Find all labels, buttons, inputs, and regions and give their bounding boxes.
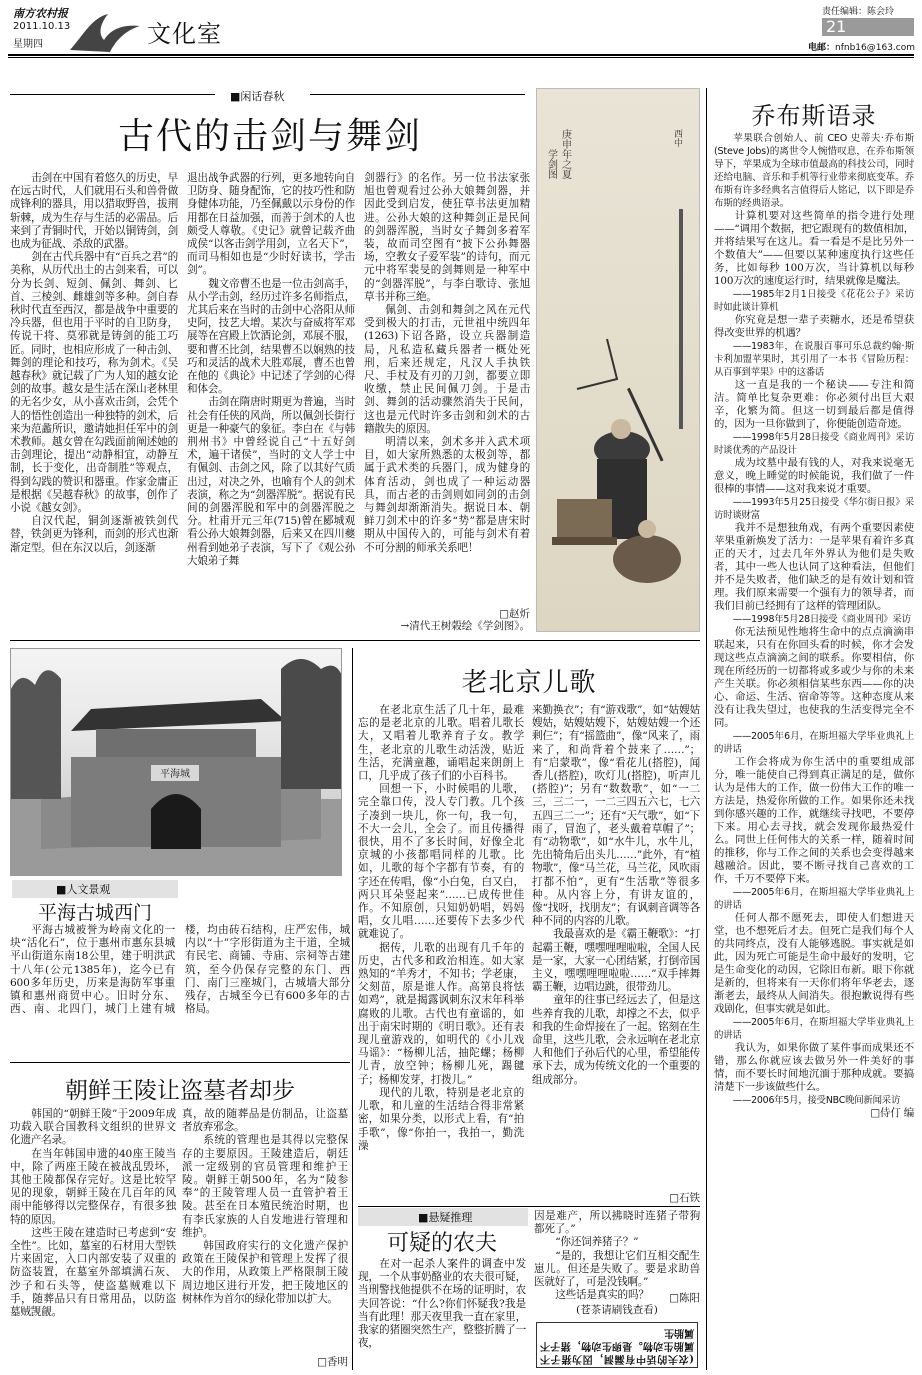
sword-para: 退出战争武器的行列，更多地转向自卫防身、随身配饰，它的技巧性和防身健体功能，乃至佩戴以示身份的作用都在日益加强，而善于剑术的人也颇受人尊敬。《史记》就曾记载齐曲成侯“以客击剑学用剑，立名天下”，而司马相如也是“少时好读书，学击剑”。 bbox=[187, 172, 355, 277]
songs-author: □石铁 bbox=[669, 1192, 700, 1204]
svg-text:学剑图: 学剑图 bbox=[545, 149, 557, 179]
sword-para: 魏文帝曹丕也是一位击剑高手，从小学击剑，经历过许多名师指点，尤其后来在当时的击剑中心洛阳从师史阿，技艺大增。某次与奋威将军邓展等在宫殿上饮酒论剑，邓展不服，要和曹丕比剑，结果曹丕以娴熟的技巧和灵活的战术大胜邓展，曹丕也曾在他的《典论》中记述了学剑的心得和体会。 bbox=[187, 277, 355, 396]
sword-col-1 bbox=[10, 172, 178, 632]
email-label: 电邮： bbox=[808, 43, 836, 53]
jobs-quote: 工作会将成为你生活中的重要组成部分，唯一能使自己得到真正满足的是，做你认为是伟大的工作，做一份伟大工作的唯一方法是，热爱你所做的工作。如果你还未找到你感兴趣的工作，就继续寻找吧，不要停下来。用心去寻找，就会发现你最热爱什么。同世上任何伟大的关系一样，随着时间的推移，你与工作之间的关系也会变得越来越融洽。因此，要不断寻找自己喜欢的工作，千万不要停下来。 bbox=[714, 756, 914, 885]
jobs-source: ——1985年2月1日接受《花花公子》采访时如此谈计算机 bbox=[714, 289, 914, 313]
korea-para: 真，故的随葬品是仿制品，让盗墓者放弃邪念。 bbox=[182, 1108, 348, 1134]
jobs-quote: 任何人都不愿死去，即使人们想进天堂，也不想死后才去。但死亡是我们每个人的共同终点，没有人能够逃脱。事实就是如此，因为死亡可能是生命中最好的发明，它是生命变化的动因，它除旧布新。眼下你就是新的，但将来有一天你们将年华老去，逐渐老去，最终从人间消失。很抱歉说得有些戏剧化，但事实就是如此。 bbox=[714, 912, 914, 1015]
korea-para: 韩国政府实行的文化遗产保护政策在王陵保护和管理上发挥了很大的作用，从政策上严格限制王陵周边地区进行开发，把王陵地区的树林作为首尔的绿化带加以扩大。 bbox=[182, 1240, 348, 1305]
sword-author: □赵炘 bbox=[499, 608, 530, 620]
farmer-author: □陈阳 bbox=[669, 1292, 700, 1304]
city-gate-photo bbox=[10, 648, 342, 876]
paper-name: 南方农村报 bbox=[13, 7, 68, 20]
sword-tag-rule-right bbox=[310, 94, 525, 95]
gate-plaque: 平海城 bbox=[160, 769, 190, 780]
bird-logo-icon bbox=[64, 4, 144, 54]
svg-text:西中: 西中 bbox=[672, 129, 682, 147]
jobs-source: ——1993年5月25日接受《华尔街日报》采访时谈财富 bbox=[714, 497, 914, 521]
sword-tag-rule-left bbox=[10, 94, 215, 95]
jobs-quote: 我认为，如果你做了某件事而成果还不错，那么你就应该去做另外一件美好的事情，而不要长时间地沉湎于那种成就。要搞清楚下一步该做些什么。 bbox=[714, 1042, 914, 1093]
jobs-quote: 这一直是我的一个秘诀——专注和简洁。简单比复杂更难：你必须付出巨大艰辛，化繁为简。但这一切到最后都是值得的，因为一旦你做到了，你便能创造奇迹。 bbox=[714, 379, 914, 430]
songs-divider bbox=[352, 648, 353, 1370]
farmer-para: “是的，我想让它们互相交配生崽儿。但还是失败了。要是求助兽医就好了，可是没钱啊。” bbox=[534, 1249, 700, 1289]
farmer-title: 可疑的农夫 bbox=[386, 1231, 497, 1256]
songs-col-2 bbox=[532, 704, 700, 1190]
jobs-title: 乔布斯语录 bbox=[751, 102, 877, 130]
sword-col-3 bbox=[364, 172, 530, 604]
jobs-intro: 苹果联合创始人、前 CEO 史蒂夫·乔布斯(Steve Jobs)的离世令人惋惜叹息，在乔布斯领导下，苹果成为全球市值最高的科技公司，同时还给电脑、音乐和手机等行业带来彻底变革。乔布斯有许多经典名言值得后人铭记，以下即是乔布斯的经典语录。 bbox=[714, 133, 914, 209]
city-tag: ■人文景观 bbox=[12, 880, 178, 898]
jobs-quote: 你究竟是想一辈子卖糖水，还是希望获得改变世界的机遇？ bbox=[714, 314, 914, 339]
farmer-credit: (苍茶请刷钱查看) bbox=[576, 1304, 658, 1316]
korea-para: 在当年韩国申遗的40座王陵当中，除了两座王陵在被战乱毁坏，其他王陵都保存完好。这是比较罕见的现象，朝鲜王陵在几百年的风雨中能够得以完整保存，有很多独特的原因。 bbox=[10, 1147, 176, 1226]
masthead-rule-2 bbox=[8, 57, 914, 58]
songs-para: 我最喜欢的是《霸王鞭歌》：“打起霸王鞭，嘿嘿哩哩啦啦，全国人民是一家，大家一心团结紧，打倒帝国主义，嘿嘿哩哩啦啦……”双手摔舞霸王鞭，边唱边跳，很带劲儿。 bbox=[532, 928, 700, 994]
jobs-source: ——2005年6月，在斯坦福大学毕业典礼上的讲话 bbox=[714, 887, 914, 911]
farmer-para: 因是难产，所以拂晓时连猪子带狗都死了。” bbox=[534, 1210, 700, 1236]
farmer-answer-box bbox=[536, 1322, 698, 1368]
email-address[interactable]: nfnb16@163.com bbox=[835, 43, 916, 53]
city-body bbox=[10, 924, 350, 1060]
sword-para: 击剑在中国有着悠久的历史，早在远古时代，人们就用石头和兽骨做成锋利的器具，用以猎取野兽，拔荆斩棘，成为生存与生活的必需品。后来到了青铜时代，开始以铜铸剑，剑也成为征战、杀敌的武器。 bbox=[10, 172, 178, 251]
column-divider bbox=[706, 88, 707, 1370]
korea-col-2 bbox=[182, 1108, 348, 1354]
korea-title: 朝鲜王陵让盗墓者却步 bbox=[65, 1078, 295, 1104]
sword-title: 古代的击剑与舞剑 bbox=[117, 116, 422, 157]
korea-para: 系统的管理也是其得以完整保存的主要原因。王陵建造后，朝廷派一定级别的官员管理和维护王陵。朝鲜王朝500年，名为“陵参奉”的王陵管理人员一直管护着王陵。甚至在日本殖民统治时期，也有李氏家族的人自发地进行管理和维护。 bbox=[182, 1134, 348, 1239]
issue-weekday: 星期四 bbox=[13, 39, 43, 50]
farmer-answer: (农夫的话中有漏洞，因为猪子不属胎生动物。是卵生动物，猪子不属胎生 bbox=[540, 1327, 694, 1364]
painting-figures bbox=[537, 89, 700, 632]
city-gate-drawing bbox=[11, 649, 342, 876]
sword-tag: ■闲话春秋 bbox=[230, 90, 285, 103]
korea-col-1 bbox=[10, 1108, 176, 1370]
korea-para: 这些王陵在建造时已考虑到“安全性”。比如，墓室的石材用大型铁片来固定，入口内部安装了双重的防盗装置，在墓室外部填满石灰、沙子和石头等，使盗墓贼难以下手，随葬品只有日常用品，以防盗墓贼觊觎。 bbox=[10, 1226, 176, 1319]
jobs-quote: 计算机要对这些简单的指令进行处理——“调用个数据，把它跟现有的数值相加，并将结果写在这儿。看一看是不是比另外一个数值大”——但要以某种速度执行这些任务，比如每秒 100万次，当计算机以每秒 100万次的速度运行时，结果就像是魔法。 bbox=[714, 210, 914, 287]
jobs-source: ——2006年5月，接受NBC晚间新闻采访 bbox=[732, 1095, 901, 1106]
jobs-source: ——2005年6月，在斯坦福大学毕业典礼上的讲话 bbox=[714, 731, 914, 755]
sword-para: 剑在古代兵器中有“百兵之君”的美称，从历代出土的古剑来看，可以分为长剑、短剑、佩剑、舞剑、匕首、三棱剑、雌雄剑等多种。剑自春秋时代直至西汉，都是战争中重要的冷兵器，但也用于平时的自卫防身，传说干将、莫邪就是铸剑的能工巧匠。同时，也相应形成了一种击剑、舞剑的理论和技巧，称为剑术。《吴越春秋》就记载了广为人知的越女论剑的故事。越女是生活在深山老林里的无名少女，从小喜欢击剑，会凭个人的悟性创造出一种独特的剑术，后来为范蠡所识，邀请她担任军中的剑术教师。越女曾在勾践面前阐述她的击剑理论，提出“动静相宜，动静互制，长于变化，出奇制胜”等观点，得到勾践的赞识和器重。作家金庸正是根据《吴越春秋》的故事，创作了小说《越女剑》。 bbox=[10, 251, 178, 515]
farmer-col-1 bbox=[358, 1258, 526, 1370]
songs-para: 回想一下，小时候唱的儿歌，完全靠口传，没人专门教。几个孩子凑到一块儿，你一句，我一句，不大一会儿，全会了。而且传播得很快，用不了多长时间，好像全北京城的小孩都唱同样的儿歌。比如，儿歌的每个字都有节奏，有的字还在传唱，像“小白兔，白又白，两只耳朵竖起来”……已成传世佳作。不知原创，只知奶奶唱，妈妈唱，女儿唱……还要传下去多少代就难说了。 bbox=[358, 783, 524, 941]
sword-para: 明清以来，剑术多并入武术项目，如大家所熟悉的太极剑等，都属于武术类的兵器门，成为健身的体育活动，剑也成了一种运动器具，而古老的击剑则如同剑的击剑与舞剑却渐渐消失。据说日本、朝鲜刀剑术中的许多“势”都是唐宋时期从中国传入的，可能与剑术有着不可分割的师承关系吧！ bbox=[364, 436, 530, 554]
section-rule bbox=[10, 640, 700, 641]
songs-para: 在老北京生活了几十年，最难忘的是老北京的儿歌。唱着儿歌长大，又唱着儿歌养育子女。教学生，老北京的儿歌生动活泼，贴近生活，充满童趣，诵唱起来朗朗上口，几乎成了孩子们的小百科书。 bbox=[358, 704, 524, 783]
songs-para: 据传，儿歌的出现有几千年的历史，古代多和政治相连。如大家熟知的“羊秀才，不知书；学老康，父刻苗，原是谁人作。高第良将怯如鸡”，就是揭露讽刺东汉末年科举腐败的儿歌。古代也有童谣的，如出于南宋时期的《明日歌》。还有表现儿童游戏的，如明代的《小儿戏马谣》：“杨柳儿活，抽陀螺；杨柳儿青，放空钟；杨柳儿死，踢毽子；杨柳发芽，打拨儿。” bbox=[358, 941, 524, 1086]
korea-rule bbox=[10, 1062, 350, 1063]
jobs-body bbox=[714, 132, 914, 1368]
jobs-source: ——2005年6月，在斯坦福大学毕业典礼上的讲话 bbox=[714, 1017, 914, 1041]
jobs-quote: 你无法预见性地将生命中的点点滴滴串联起来，只有在你回头看的时候，你才会发现这些点点滴滴之间的联系。你要相信，你现在所经历的一切都将或多或少与你的未来产生关联。你必须相信某些东西——你的决心、命运、生活、宿命等等。这种态度从来没有让我失望过，也使我的生活变得完全不同。 bbox=[714, 626, 914, 729]
jobs-quote: 成为坟墓中最有钱的人，对我来说毫无意义，晚上睡觉的时候能说，我们做了一件很棒的事情——这对我来说才重要。 bbox=[714, 457, 914, 495]
editor-credit: 责任编辑：陈会玲 bbox=[822, 7, 895, 17]
korea-author: □香明 bbox=[317, 1356, 348, 1368]
sword-para: 佩剑、击剑和舞剑之风在元代受到极大的打击，元世祖中统四年(1263)下诏各路，设立兵器制造局，凡私造私藏兵器者一概处死刑，后来还规定，凡汉人手执铁尺、手杖及有刃的刀剑，都要立即收缴，禁止民间佩刀剑。于是击剑、舞剑的活动骤然消失于民间，这也是元代时许多击剑和剑术的古籍散失的原因。 bbox=[364, 304, 530, 435]
issue-date: 2011.10.13 bbox=[13, 21, 71, 32]
songs-para: 现代的儿歌，特别是老北京的儿歌，和儿童的生活结合得非常紧密，如果分类，以形式上看，有“拍手歌”，像“你拍一，我拍一，勤洗澡 bbox=[358, 1086, 524, 1152]
farmer-para: 在对一起杀人案件的调查中发现，一个从事奶酪业的农夫很可疑，当刑警找他提供不在场的证明时，农夫回答说：“什么?你们怀疑我?我是当有此理！那天夜里我一直在家里，我家的猪圈突然生产，整整折腾了一夜， bbox=[358, 1258, 526, 1350]
section-title: 文化室 bbox=[147, 20, 222, 48]
songs-para: 童年的往事已经远去了，但是这些养育我的儿歌，却撑之不去，似乎和我的生命焊接在了一起。铭刻在生命里，这些儿歌，会永远响在老北京人和他们子孙后代的心里，希望能传承下去，成为传统文化的一个重要的组成部分。 bbox=[532, 994, 700, 1086]
svg-text:庚申年之夏: 庚申年之夏 bbox=[559, 129, 571, 179]
sword-para: 击剑在隋唐时期更为普遍，当时社会有任侠的风尚，所以佩剑长街行更是一种豪气的象征。李白在《与韩荆州书》中曾经说自己“十五好剑术，遍干诸侯”，当时的文人学士中有佩剑、击剑之风，除了以其好气质出过，对决之外，也喻有个人的剑术表演，称之为“剑器浑脱”。据说有民间的剑器浑脱和军中的剑器浑脱之分。杜甫开元三年(715)曾在郾城观看公孙大娘舞剑器，后来又在四川夔州看到她弟子表演，写下了《观公孙大娘弟子舞 bbox=[187, 396, 355, 567]
city-title: 平海古城西门 bbox=[37, 902, 152, 924]
farmer-rule bbox=[358, 1206, 700, 1207]
farmer-para: 这些话是真实的吗？ bbox=[555, 1289, 649, 1302]
farmer-tag: ■悬疑推理 bbox=[358, 1208, 528, 1226]
sword-caption: →清代王树榖绘《学剑图》。 bbox=[400, 620, 530, 632]
farmer-para: “你还饲养猪子？” bbox=[555, 1236, 639, 1249]
city-para: 平海古城被誉为岭南文化的一块“活化石”，位于惠州市惠东县城平山街道东南18公里，建于明洪武十八年(公元1385年)，迄今已有600多年历史，历来是海防军事重镇和惠州商贸中心。旧时分东、西、南、北四门，城门上建有城楼，均由砖石结构，庄严宏伟，城内以“十”字形街道为主干道，全城有民宅、商铺、寺庙、宗祠等古建筑，至今仍保存完整的东门、西门、南门三座城门，古城墙大部分残存，古城至今已有600多年的古格局。 bbox=[10, 924, 350, 1016]
page-number: 21 bbox=[822, 18, 914, 36]
sword-painting bbox=[536, 88, 700, 632]
jobs-quote: 我并不是想独角戏，有两个重要因素使苹果重新焕发了活力：一是苹果有着许多真正的天才，过去几年外界认为他们是失败者，其中一些人也认同了这种看法，但他们并不是失败者，他们缺乏的是有效计划和管理。我们原来需要一个强有力的领导者，而我们目前已经拥有了这样的管理团队。 bbox=[714, 522, 914, 612]
email-line bbox=[808, 40, 915, 53]
jobs-author: □侍仃 编 bbox=[870, 1107, 914, 1119]
masthead-rule bbox=[8, 54, 914, 56]
korea-para: 韩国的“朝鲜王陵”于2009年成功载入联合国教科文组织的世界文化遗产名录。 bbox=[10, 1108, 176, 1147]
songs-para: 来勤换衣”；有“游戏歌”，如“姑嫂姑嫂姑，姑嫂姑嫂下，姑嫂姑嫂一个还剩仨”；有“摇篮曲”，像“风来了，雨来了，和尚背着个鼓来了……”；有“启蒙歌”，像“看花儿(搭腔)，闻香儿(搭腔)，吹灯儿(搭腔)，听声儿(搭腔)”；另有“数数歌”，如“一二三，三二一，一二三四五六七，七六五四三二一”；还有“天气歌”，如“下雨了，冒泡了，老头戴着草帽了”；有“动物歌”，如“水牛儿，水牛儿，先出犄角后出头儿……”此外，有“植物歌”，像“马兰花，马兰花，风吹雨打都不怕”，更有“生活歌”等很多种。从内容上分，有讲友谊的，像“找呀，找朋友”；有讽刺音调等各种不同的内容的儿歌。 bbox=[532, 704, 700, 928]
jobs-source: ——1983年，在说服百事可乐总裁约翰·斯卡利加盟苹果时，其引用了一本书《冒险历程：从百事到苹果》中的这番话 bbox=[714, 341, 914, 378]
songs-col-1 bbox=[358, 704, 524, 1204]
songs-title: 老北京儿歌 bbox=[461, 668, 597, 698]
sword-para: 自汉代起，铜剑逐渐被铁剑代替，铁剑更为锋利，而剑的形式也渐渐定型。但在东汉以后，剑逐渐 bbox=[10, 515, 178, 554]
sword-para: 剑器行》的名作。另一位书法家张旭也曾观看过公孙大娘舞剑器，并因此受到启发，使狂草书法更加精进。公孙大娘的这种舞剑正是民间的剑器浑脱，当时女子舞剑多着军装，故而司空图有“披下公孙舞器场，空教女子爱军装”的诗句，而元元中将军裴旻的剑舞则是一种军中的“剑器浑脱”，与李白歌诗、张旭草书并称三绝。 bbox=[364, 172, 530, 303]
jobs-source: ——1998年5月28日接受《商业周刊》采访时谈优秀的产品设计 bbox=[714, 432, 914, 456]
sword-col-2 bbox=[187, 172, 355, 632]
jobs-source: ——1998年5月28日接受《商业周刊》采访 bbox=[732, 614, 911, 625]
